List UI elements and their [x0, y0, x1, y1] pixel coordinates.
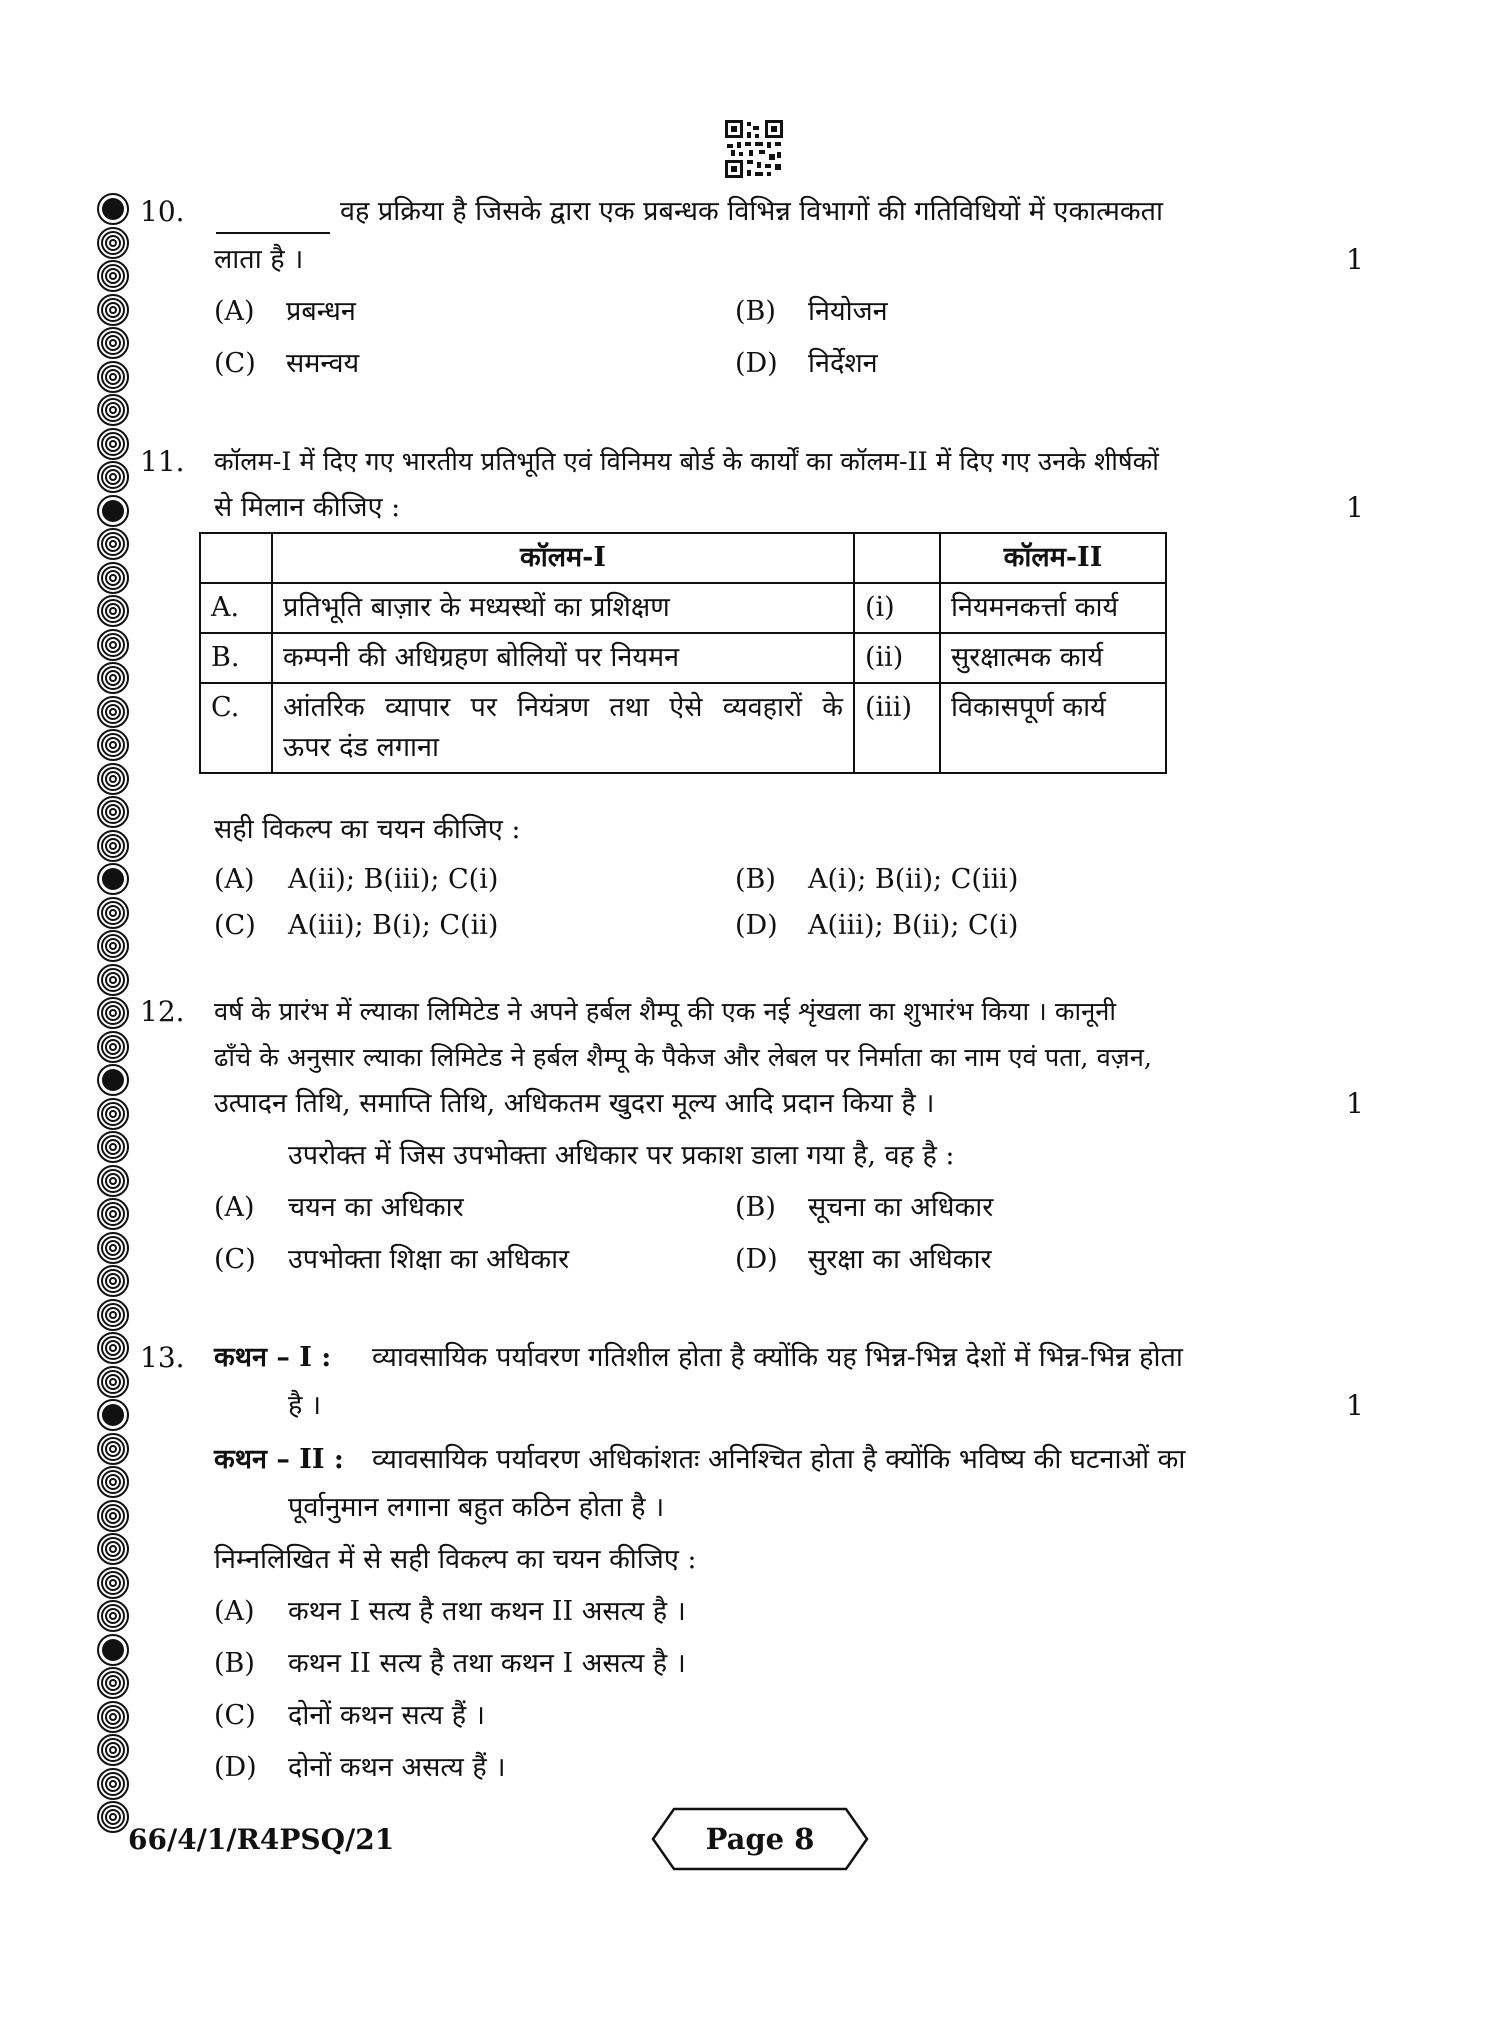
page-number: Page 8 — [705, 1822, 815, 1856]
concentric-ring-icon — [96, 1030, 130, 1064]
q10-option-c-text: समन्वय — [286, 348, 360, 379]
q12-marks: 1 — [1346, 1087, 1364, 1120]
q11-instruction: सही विकल्प का चयन कीजिए : — [214, 814, 521, 845]
table-header-row — [200, 533, 1166, 583]
filled-ring-icon — [96, 1633, 130, 1667]
q12-text-line4: उपरोक्त में जिस उपभोक्ता अधिकार पर प्रकाश डाला गया है, वह है : — [288, 1140, 955, 1171]
concentric-ring-icon — [96, 1599, 130, 1633]
q13-statement-1-label: कथन – I : — [214, 1342, 332, 1373]
concentric-ring-icon — [96, 762, 130, 796]
concentric-ring-icon — [96, 1499, 130, 1533]
q11-number: 11. — [140, 445, 185, 478]
table-header-column-2: कॉलम-II — [940, 533, 1166, 583]
q11-option-a-text: A(ii); B(iii); C(i) — [288, 864, 499, 895]
q10-marks: 1 — [1346, 243, 1364, 276]
q10-option-d-letter: (D) — [735, 348, 778, 379]
concentric-ring-icon — [96, 628, 130, 662]
concentric-ring-icon — [96, 1432, 130, 1466]
table-header-blank-2 — [854, 533, 940, 583]
concentric-ring-icon — [96, 1197, 130, 1231]
concentric-ring-icon — [96, 561, 130, 595]
concentric-ring-icon — [96, 594, 130, 628]
q13-statement-1-line1: व्यावसायिक पर्यावरण गतिशील होता है क्योंकि यह भिन्न-भिन्न देशों में भिन्न-भिन्न होता — [372, 1342, 1183, 1373]
row-column-1 — [272, 683, 854, 773]
q13-option-d-letter: (D) — [214, 1752, 257, 1783]
concentric-ring-icon — [96, 1231, 130, 1265]
q13-number: 13. — [140, 1341, 185, 1374]
q12-option-a-text: चयन का अधिकार — [288, 1192, 464, 1223]
q10-blank-line — [216, 232, 330, 234]
q10-text-line1: वह प्रक्रिया है जिसके द्वारा एक प्रबन्धक विभिन्न विभागों की गतिविधियों में एकात्मकता — [340, 196, 1164, 227]
q11-option-b-text: A(i); B(ii); C(iii) — [808, 864, 1019, 895]
table-row — [200, 683, 1166, 773]
q12-option-a-letter: (A) — [214, 1192, 255, 1223]
q10-option-b-letter: (B) — [735, 296, 776, 327]
row-number: (ii) — [854, 633, 940, 683]
row-column-2: नियमनकर्त्ता कार्य — [940, 583, 1166, 633]
table-row — [200, 583, 1166, 633]
row-column-2: विकासपूर्ण कार्य — [940, 683, 1166, 773]
q10-option-d-text: निर्देशन — [808, 348, 878, 379]
q11-option-c-text: A(iii); B(i); C(ii) — [288, 910, 499, 941]
q10-text-line2: लाता है । — [214, 244, 304, 275]
q12-option-d-letter: (D) — [735, 1244, 778, 1275]
concentric-ring-icon — [96, 427, 130, 461]
concentric-ring-icon — [96, 1264, 130, 1298]
concentric-ring-icon — [96, 1767, 130, 1801]
concentric-ring-icon — [96, 1566, 130, 1600]
concentric-ring-icon — [96, 1298, 130, 1332]
margin-ring-strip — [96, 192, 132, 1842]
row-number: (i) — [854, 583, 940, 633]
concentric-ring-icon — [96, 1733, 130, 1767]
concentric-ring-icon — [96, 1331, 130, 1365]
q11-match-table — [199, 532, 1167, 774]
filled-ring-icon — [96, 862, 130, 896]
q11-text-line1: कॉलम-I में दिए गए भारतीय प्रतिभूति एवं विनिमय बोर्ड के कार्यों का कॉलम-II में दिए गए उनके शीर्षकों — [214, 447, 1159, 477]
concentric-ring-icon — [96, 527, 130, 561]
row-key: B. — [200, 633, 272, 683]
q13-instruction: निम्नलिखित में से सही विकल्प का चयन कीजिए : — [214, 1544, 697, 1575]
q12-number: 12. — [140, 995, 185, 1028]
q12-option-c-text: उपभोक्ता शिक्षा का अधिकार — [288, 1244, 570, 1275]
q13-statement-2-line1: व्यावसायिक पर्यावरण अधिकांशतः अनिश्चित होता है क्योंकि भविष्य की घटनाओं का — [372, 1444, 1186, 1475]
table-header-column-1: कॉलम-I — [272, 533, 854, 583]
q13-option-a-text: कथन I सत्य है तथा कथन II असत्य है । — [288, 1596, 686, 1627]
concentric-ring-icon — [96, 929, 130, 963]
q10-option-a-letter: (A) — [214, 296, 255, 327]
row-number: (iii) — [854, 683, 940, 773]
q13-statement-2-line2: पूर्वानुमान लगाना बहुत कठिन होता है । — [288, 1492, 665, 1523]
concentric-ring-icon — [96, 661, 130, 695]
concentric-ring-icon — [96, 1700, 130, 1734]
row-key: C. — [200, 683, 272, 773]
concentric-ring-icon — [96, 1800, 130, 1834]
filled-ring-icon — [96, 1398, 130, 1432]
q12-text-line2: ढाँचे के अनुसार ल्याका लिमिटेड ने हर्बल शैम्पू के पैकेज और लेबल पर निर्माता का नाम एवं पता, वज़न, — [214, 1043, 1152, 1073]
filled-ring-icon — [96, 1063, 130, 1097]
q10-option-a-text: प्रबन्धन — [286, 296, 356, 327]
qr-code — [725, 120, 783, 178]
q13-option-c-letter: (C) — [214, 1700, 256, 1731]
row-column-2: सुरक्षात्मक कार्य — [940, 633, 1166, 683]
concentric-ring-icon — [96, 293, 130, 327]
row-column-1: प्रतिभूति बाज़ार के मध्यस्थों का प्रशिक्षण — [272, 583, 854, 633]
filled-ring-icon — [96, 192, 130, 226]
concentric-ring-icon — [96, 1666, 130, 1700]
q10-option-c-letter: (C) — [214, 348, 256, 379]
concentric-ring-icon — [96, 1130, 130, 1164]
q13-option-c-text: दोनों कथन सत्य हैं । — [288, 1700, 485, 1731]
concentric-ring-icon — [96, 795, 130, 829]
row-column-1-line1: आंतरिक व्यापार पर नियंत्रण तथा ऐसे व्यवहारों के — [283, 692, 843, 723]
concentric-ring-icon — [96, 996, 130, 1030]
row-column-1-line2: ऊपर दंड लगाना — [283, 732, 439, 763]
concentric-ring-icon — [96, 226, 130, 260]
concentric-ring-icon — [96, 728, 130, 762]
filled-ring-icon — [96, 494, 130, 528]
q13-option-b-letter: (B) — [214, 1648, 255, 1679]
q12-option-b-letter: (B) — [735, 1192, 776, 1223]
q11-option-a-letter: (A) — [214, 864, 255, 895]
q12-text-line3: उत्पादन तिथि, समाप्ति तिथि, अधिकतम खुदरा मूल्य आदि प्रदान किया है । — [214, 1088, 935, 1119]
q12-option-c-letter: (C) — [214, 1244, 256, 1275]
concentric-ring-icon — [96, 963, 130, 997]
q13-statement-2-label: कथन – II : — [214, 1444, 344, 1475]
q11-option-b-letter: (B) — [735, 864, 776, 895]
table-row — [200, 633, 1166, 683]
concentric-ring-icon — [96, 1097, 130, 1131]
concentric-ring-icon — [96, 259, 130, 293]
q11-option-c-letter: (C) — [214, 910, 256, 941]
concentric-ring-icon — [96, 695, 130, 729]
q10-number: 10. — [140, 195, 185, 228]
concentric-ring-icon — [96, 360, 130, 394]
row-column-1: कम्पनी की अधिग्रहण बोलियों पर नियमन — [272, 633, 854, 683]
concentric-ring-icon — [96, 829, 130, 863]
q12-option-b-text: सूचना का अधिकार — [808, 1192, 994, 1223]
q13-option-b-text: कथन II सत्य है तथा कथन I असत्य है । — [288, 1648, 686, 1679]
row-key: A. — [200, 583, 272, 633]
q10-option-b-text: नियोजन — [808, 296, 888, 327]
q13-option-d-text: दोनों कथन असत्य हैं । — [288, 1752, 506, 1783]
paper-code: 66/4/1/R4PSQ/21 — [128, 1823, 395, 1856]
table-header-blank — [200, 533, 272, 583]
concentric-ring-icon — [96, 896, 130, 930]
q13-statement-1-line2: है । — [288, 1390, 322, 1421]
concentric-ring-icon — [96, 1365, 130, 1399]
q12-text-line1: वर्ष के प्रारंभ में ल्याका लिमिटेड ने अपने हर्बल शैम्पू की एक नई शृंखला का शुभारंभ किया । कानूनी — [214, 997, 1117, 1027]
concentric-ring-icon — [96, 1465, 130, 1499]
q13-option-a-letter: (A) — [214, 1596, 255, 1627]
q12-option-d-text: सुरक्षा का अधिकार — [808, 1244, 992, 1275]
concentric-ring-icon — [96, 1532, 130, 1566]
q11-option-d-text: A(iii); B(ii); C(i) — [808, 910, 1019, 941]
concentric-ring-icon — [96, 393, 130, 427]
q11-marks: 1 — [1346, 491, 1364, 524]
q13-marks: 1 — [1346, 1389, 1364, 1422]
concentric-ring-icon — [96, 326, 130, 360]
concentric-ring-icon — [96, 460, 130, 494]
q11-text-line2: से मिलान कीजिए : — [214, 492, 401, 523]
q11-option-d-letter: (D) — [735, 910, 778, 941]
concentric-ring-icon — [96, 1164, 130, 1198]
